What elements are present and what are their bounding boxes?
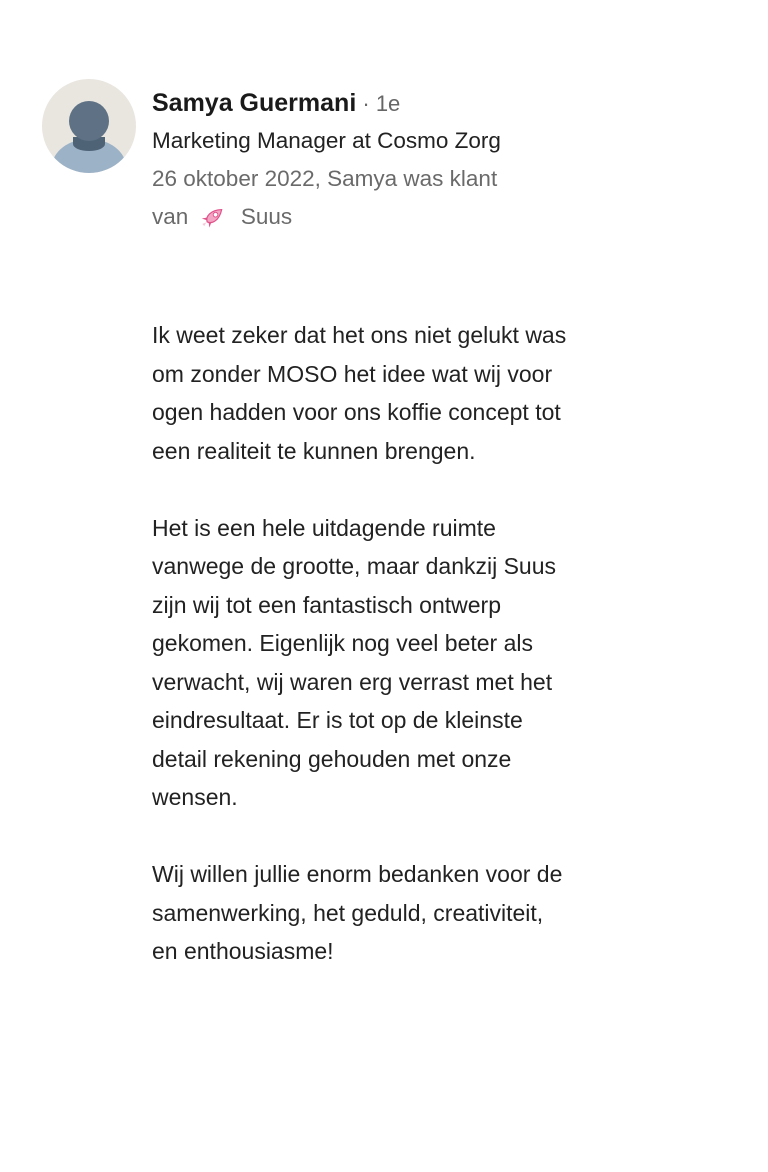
review-line: zijn wij tot een fantastisch ontwerp xyxy=(152,591,502,618)
review-line: verwacht, wij waren erg verrast met het xyxy=(152,668,553,695)
client-of-prefix: van xyxy=(152,204,189,229)
review-line: een realiteit te kunnen brengen. xyxy=(152,437,476,464)
review-line: samenwerking, het geduld, creativiteit, xyxy=(152,899,544,926)
author-title: Marketing Manager at Cosmo Zorg xyxy=(152,128,501,153)
review-text xyxy=(152,316,712,1009)
review-line: vanwege de grootte, maar dankzij Suus xyxy=(152,553,557,579)
review-line: ogen hadden voor ons koffie concept tot xyxy=(152,399,561,425)
author-name[interactable]: Samya Guermani xyxy=(152,89,357,117)
review-paragraph xyxy=(152,316,712,470)
review-line: eindresultaat. Er is tot op de kleinste xyxy=(152,707,523,733)
review-line: Het is een hele uitdagende ruimte xyxy=(152,514,496,541)
client-of-name[interactable]: Suus xyxy=(240,204,293,229)
avatar[interactable] xyxy=(42,79,136,173)
name-row xyxy=(152,84,742,122)
review-line: om zonder MOSO het idee wat wij voor xyxy=(152,360,553,387)
review-line: Ik weet zeker dat het ons niet gelukt was xyxy=(152,322,567,348)
review-line: wensen. xyxy=(152,784,238,810)
review-client-of xyxy=(152,198,742,236)
review-line: en enthousiasme! xyxy=(152,938,334,964)
connection-degree: · 1e xyxy=(356,91,401,116)
review-line: detail rekening gehouden met onze xyxy=(152,745,512,772)
review-paragraph xyxy=(152,855,712,971)
rocket-icon xyxy=(199,204,229,228)
review-header xyxy=(152,84,742,236)
avatar-head xyxy=(69,101,109,141)
review-date-relation: 26 oktober 2022, Samya was klant xyxy=(152,166,498,191)
review-line: Wij willen jullie enorm bedanken voor de xyxy=(152,861,563,887)
review-paragraph xyxy=(152,509,712,817)
review-line: gekomen. Eigenlijk nog veel beter als xyxy=(152,630,534,656)
